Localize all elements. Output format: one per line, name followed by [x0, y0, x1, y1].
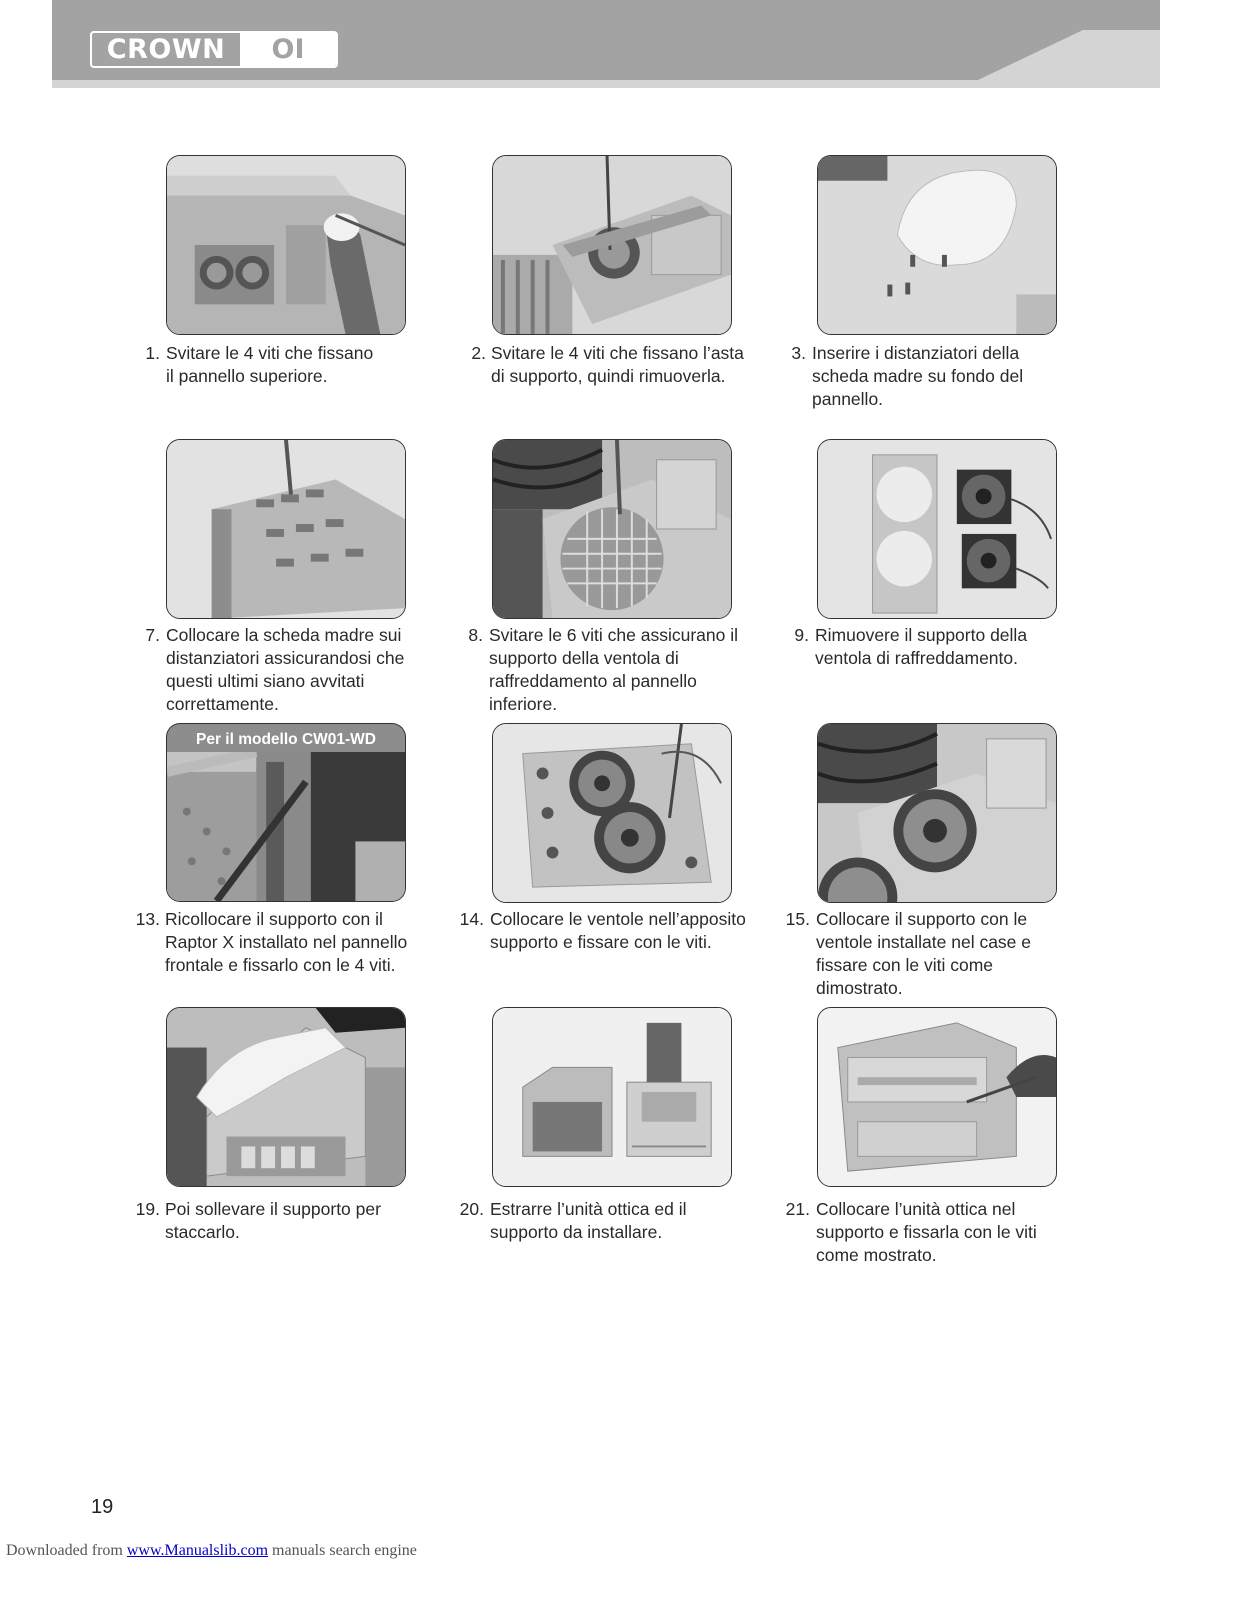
caption-line: come mostrato. — [816, 1245, 937, 1265]
caption-line: Collocare l’unità ottica nel — [816, 1199, 1016, 1219]
caption-line: Poi sollevare il supporto per — [165, 1199, 381, 1219]
caption-line: inferiore. — [489, 694, 558, 714]
caption-line: raffreddamento al pannello — [489, 671, 697, 691]
crown-logo — [90, 31, 338, 68]
photo-step-2 — [492, 155, 732, 335]
step-number: 9. — [794, 625, 809, 645]
step-7-caption — [120, 624, 420, 716]
caption-line: Collocare il supporto con le — [816, 909, 1028, 929]
step-number: 19. — [135, 1199, 160, 1219]
header-strip — [52, 80, 1160, 88]
caption-line: il pannello superiore. — [166, 366, 328, 386]
caption-line: ventola di raffreddamento. — [815, 648, 1019, 668]
caption-line: ventole installate nel case e — [816, 932, 1031, 952]
caption-line: supporto da installare. — [490, 1222, 663, 1242]
footer-suffix: manuals search engine — [268, 1542, 417, 1559]
logo-crown-text: CROWN — [106, 34, 226, 65]
photo-step-14 — [492, 723, 732, 903]
step-8-caption — [443, 624, 743, 716]
step-number: 20. — [459, 1199, 484, 1219]
page-number: 19 — [91, 1496, 114, 1518]
manualslib-link[interactable]: www.Manualslib.com — [126, 1542, 269, 1559]
step-number: 2. — [471, 343, 486, 363]
step-19-caption — [120, 1198, 420, 1244]
step-21-caption — [770, 1198, 1070, 1267]
photo-step-3 — [817, 155, 1057, 335]
caption-line: frontale e fissarlo con le 4 viti. — [165, 955, 396, 975]
step-13-caption — [120, 908, 420, 977]
caption-line: Inserire i distanziatori della — [812, 343, 1020, 363]
step-14-caption — [444, 908, 774, 954]
step-2-caption — [446, 342, 776, 388]
caption-line: scheda madre su fondo del — [812, 366, 1024, 386]
step-number: 1. — [145, 343, 160, 363]
photo-step-20 — [492, 1007, 732, 1187]
step-20-caption — [444, 1198, 744, 1244]
caption-line: Rimuovere il supporto della — [815, 625, 1028, 645]
photo-step-8 — [492, 439, 732, 619]
caption-line: Svitare le 6 viti che assicurano il — [489, 625, 738, 645]
step-1-caption — [120, 342, 420, 388]
caption-line: di supporto, quindi rimuoverla. — [491, 366, 726, 386]
logo-model-text: OI — [240, 33, 336, 66]
step-number: 3. — [791, 343, 806, 363]
caption-line: Svitare le 4 viti che fissano — [166, 343, 374, 363]
caption-line: supporto della ventola di — [489, 648, 679, 668]
step-number: 8. — [468, 625, 483, 645]
photo-step-13 — [166, 752, 406, 902]
caption-line: Raptor X installato nel pannello — [165, 932, 408, 952]
caption-line: Estrarre l’unità ottica ed il — [490, 1199, 687, 1219]
step-15-caption — [770, 908, 1070, 1000]
caption-line: correttamente. — [166, 694, 279, 714]
caption-line: dimostrato. — [816, 978, 903, 998]
footer-prefix: Downloaded from — [6, 1542, 127, 1559]
photo-step-19 — [166, 1007, 406, 1187]
step-9-caption — [769, 624, 1069, 670]
photo-step-21 — [817, 1007, 1057, 1187]
step-number: 13. — [135, 909, 160, 929]
caption-line: supporto e fissarla con le viti — [816, 1222, 1037, 1242]
photo-step-1 — [166, 155, 406, 335]
photo-step-9 — [817, 439, 1057, 619]
caption-line: Collocare la scheda madre sui — [166, 625, 402, 645]
photo-step-15 — [817, 723, 1057, 903]
caption-line: questi ultimi siano avvitati — [166, 671, 365, 691]
caption-line: fissare con le viti come — [816, 955, 994, 975]
step-number: 21. — [785, 1199, 810, 1219]
download-footer — [6, 1542, 417, 1560]
caption-line: supporto e fissare con le viti. — [490, 932, 712, 952]
header-wedge — [978, 30, 1160, 80]
step-3-caption — [766, 342, 1066, 411]
step-number: 15. — [785, 909, 810, 929]
caption-line: Ricollocare il supporto con il — [165, 909, 383, 929]
photo-step-7 — [166, 439, 406, 619]
caption-line: Svitare le 4 viti che fissano l’asta — [491, 343, 744, 363]
step-number: 7. — [145, 625, 160, 645]
step-number: 14. — [459, 909, 484, 929]
caption-line: staccarlo. — [165, 1222, 240, 1242]
caption-line: distanziatori assicurandosi che — [166, 648, 405, 668]
caption-line: Collocare le ventole nell’apposito — [490, 909, 746, 929]
model-label-tab: Per il modello CW01-WD — [166, 723, 406, 755]
caption-line: pannello. — [812, 389, 884, 409]
